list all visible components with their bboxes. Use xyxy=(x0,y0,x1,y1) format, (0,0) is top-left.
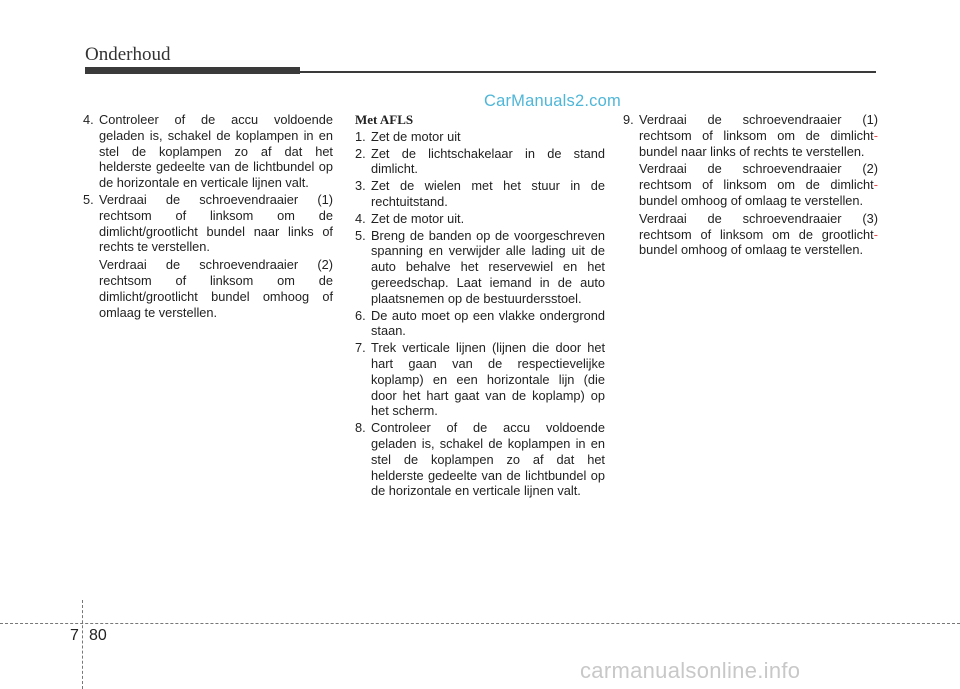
column-2 xyxy=(355,112,605,500)
list-item xyxy=(355,340,605,419)
paragraph-text: Verdraai de schroevendraaier (3) rechtsom of linksom om de grootlicht xyxy=(639,210,878,242)
watermark-bottom: carmanualsonline.info xyxy=(580,658,801,683)
item-number: 4. xyxy=(355,210,366,226)
hyphen-mark: - xyxy=(873,127,878,143)
item-text: Zet de wielen met het stuur in de rechtuitstand. xyxy=(371,178,605,209)
paragraph xyxy=(623,161,878,208)
list-item xyxy=(355,211,605,227)
list-item xyxy=(83,112,333,191)
page-number: 80 xyxy=(89,627,107,644)
item-number: 8. xyxy=(355,420,366,436)
hyphen-mark: - xyxy=(873,226,878,242)
paragraph-text: Verdraai de schroevendraaier (2) rechtsom of linksom om de dimlicht xyxy=(639,161,878,193)
item-text: Zet de motor uit xyxy=(371,128,461,144)
item-text: Verdraai de schroevendraaier (1) rechtsom of linksom om de dimlicht xyxy=(639,112,878,143)
item-number: 3. xyxy=(355,178,366,194)
list-item xyxy=(355,146,605,178)
list-item xyxy=(355,178,605,210)
footer-divider xyxy=(82,600,83,689)
paragraph xyxy=(623,211,878,258)
item-number: 5. xyxy=(83,191,94,207)
list-item xyxy=(83,192,333,255)
item-number: 4. xyxy=(83,112,94,127)
list-item xyxy=(355,308,605,340)
hyphen-mark: - xyxy=(873,177,878,193)
item-number: 2. xyxy=(355,145,366,161)
item-number: 5. xyxy=(355,227,366,243)
item-text: Trek verticale lijnen (lijnen die door het hart gaan van de respectievelijke koplamp) en een horizontale lijn (die door het hart gaat van de koplamp) op het scherm. xyxy=(371,340,605,419)
footer-rule xyxy=(0,623,960,624)
list-item xyxy=(355,420,605,499)
item-text: Breng de banden op de voorgeschreven spanning en verwijder alle lading uit de auto behalve het reservewiel en het gereedschap. Laat iemand in de auto plaatsnemen op de bestuurdersstoel. xyxy=(371,227,605,306)
watermark-top: CarManuals2.com xyxy=(484,92,621,110)
list-item xyxy=(623,112,878,159)
paragraph-text-cont: bundel omhoog of omlaag te verstellen. xyxy=(639,192,864,208)
item-text: De auto moet op een vlakke ondergrond staan. xyxy=(371,307,605,339)
list-item xyxy=(355,129,605,145)
chapter-number: 7 xyxy=(70,627,79,644)
item-text: Zet de lichtschakelaar in de stand dimlicht. xyxy=(371,145,605,177)
paragraph: Verdraai de schroevendraaier (2) rechtsom of linksom om de dimlicht/grootlicht bundel omhoog of omlaag te verstellen. xyxy=(99,257,333,320)
header-bar xyxy=(85,67,300,74)
item-text: Controleer of de accu voldoende geladen is, schakel de koplampen in en stel de koplampen zo af dat het helderste gedeelte van de lichtbundel op de horizontale en verticale lijnen valt. xyxy=(371,420,605,499)
paragraph-text-cont: bundel omhoog of omlaag te verstellen. xyxy=(639,242,864,258)
page-title: Onderhoud xyxy=(85,44,171,65)
column-1 xyxy=(83,112,333,321)
header-rule xyxy=(300,71,876,73)
section-heading: Met AFLS xyxy=(355,112,414,127)
item-text-cont: bundel naar links of rechts te verstellen. xyxy=(639,143,865,159)
item-number: 6. xyxy=(355,307,366,323)
column-3 xyxy=(623,112,878,259)
item-number: 9. xyxy=(623,112,634,127)
item-text: Verdraai de schroevendraaier (1) rechtsom of linksom om de dimlicht/grootlicht bundel naar links of rechts te verstellen. xyxy=(99,191,333,255)
item-number: 7. xyxy=(355,340,366,356)
item-text: Zet de motor uit. xyxy=(371,210,465,226)
item-number: 1. xyxy=(355,128,366,144)
list-item xyxy=(355,228,605,307)
item-text: Controleer of de accu voldoende geladen is, schakel de koplampen in en stel de koplampen zo af dat het helderste gedeelte van de lichtbundel op de horizontale en verticale lijnen valt. xyxy=(99,112,333,191)
